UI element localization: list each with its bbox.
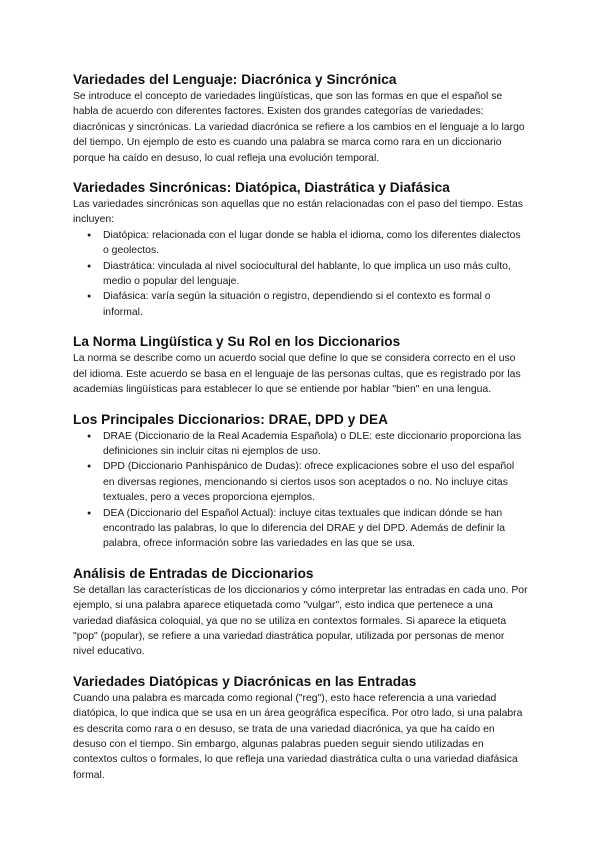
section-variedades-sincronicas (73, 179, 528, 320)
section-paragraph: Se introduce el concepto de variedades lingüísticas, que son las formas en que el español se habla de acuerdo con diferentes factores. Existen dos grandes categorías de variedades: diacrónicas y sincrónicas. La variedad diacrónica se refiere a los cambios en el lenguaje a lo largo del tiempo. Un ejemplo de esto es cuando una palabra se marca como rara en un diccionario porque ha caído en desuso, lo cual refleja una evolución temporal. (73, 91, 525, 164)
list-item: ● Diastrática: vinculada al nivel sociocultural del hablante, lo que implica un uso más culto, medio o popular del lenguaje. (103, 259, 528, 290)
list-item: ● DEA (Diccionario del Español Actual): incluye citas textuales que indican dónde se han encontrado las palabras, lo que lo diferencia del DRAE y del DPD. Además de definir la palabra, ofrece información sobre las variedades en las que se usa. (103, 506, 528, 552)
section-heading: Análisis de Entradas de Diccionarios (73, 565, 314, 581)
section-heading: Variedades Diatópicas y Diacrónicas en las Entradas (73, 673, 417, 689)
section-heading: La Norma Lingüística y Su Rol en los Diccionarios (73, 334, 401, 350)
section-paragraph: Se detallan las características de los diccionarios y cómo interpretar las entradas en cada uno. Por ejemplo, si una palabra aparece etiquetada como "vulgar", esto indica que pertenece a una variedad diafásica coloquial, ya que no se utiliza en contextos formales. Si aparece la etiqueta "pop" (popular), se refiere a una variedad diastrática popular, utilizada por personas de menor nivel educativo. (73, 584, 528, 658)
section-principales-diccionarios (73, 411, 528, 552)
section-heading: Variedades Sincrónicas: Diatópica, Diastrática y Diafásica (73, 180, 450, 196)
section-variedades-lenguaje (73, 71, 528, 166)
section-norma-linguistica (73, 333, 528, 397)
section-heading: Variedades del Lenguaje: Diacrónica y Sincrónica (73, 72, 397, 87)
bullet-list (73, 228, 528, 320)
list-item: ● Diatópica: relacionada con el lugar donde se habla el idioma, como los diferentes dialectos o geolectos. (103, 228, 528, 259)
section-analisis-entradas (73, 565, 528, 660)
list-item: ● DRAE (Diccionario de la Real Academia Española) o DLE: este diccionario proporciona las definiciones sin incluir citas ni ejemplos de uso. (103, 429, 528, 460)
section-paragraph: Las variedades sincrónicas son aquellas que no están relacionadas con el paso del tiempo. Estas incluyen: (73, 199, 523, 226)
document-page (73, 71, 528, 783)
section-paragraph: La norma se describe como un acuerdo social que define lo que se considera correcto en el uso del idioma. Este acuerdo se basa en el lenguaje de las personas cultas, que es registrado por las academias lingüísticas para establecer lo que se entiende por hablar "bien" en una lengua. (73, 353, 521, 396)
section-heading: Los Principales Diccionarios: DRAE, DPD y DEA (73, 411, 388, 427)
section-diatopicas-diacronicas (73, 673, 528, 783)
list-item: ● DPD (Diccionario Panhispánico de Dudas): ofrece explicaciones sobre el uso del español en diversas regiones, mencionando si ciertos usos son aceptados o no. No incluye citas textuales, pero a veces proporciona ejemplos. (103, 459, 528, 505)
bullet-list (73, 429, 528, 552)
list-item: ● Diafásica: varía según la situación o registro, dependiendo si el contexto es formal o informal. (103, 289, 528, 320)
section-paragraph: Cuando una palabra es marcada como regional ("reg"), esto hace referencia a una variedad diatópica, lo que indica que se usa en un área geográfica específica. Por otro lado, si una palabra es descrita como rara o en desuso, se trata de una variedad diacrónica, ya que ha caído en desuso con el tiempo. Sin embargo, algunas palabras pueden seguir siendo utilizadas en contextos cultos o formales, lo que refleja una variedad diastrática culta o una variedad diafásica formal. (73, 692, 523, 781)
